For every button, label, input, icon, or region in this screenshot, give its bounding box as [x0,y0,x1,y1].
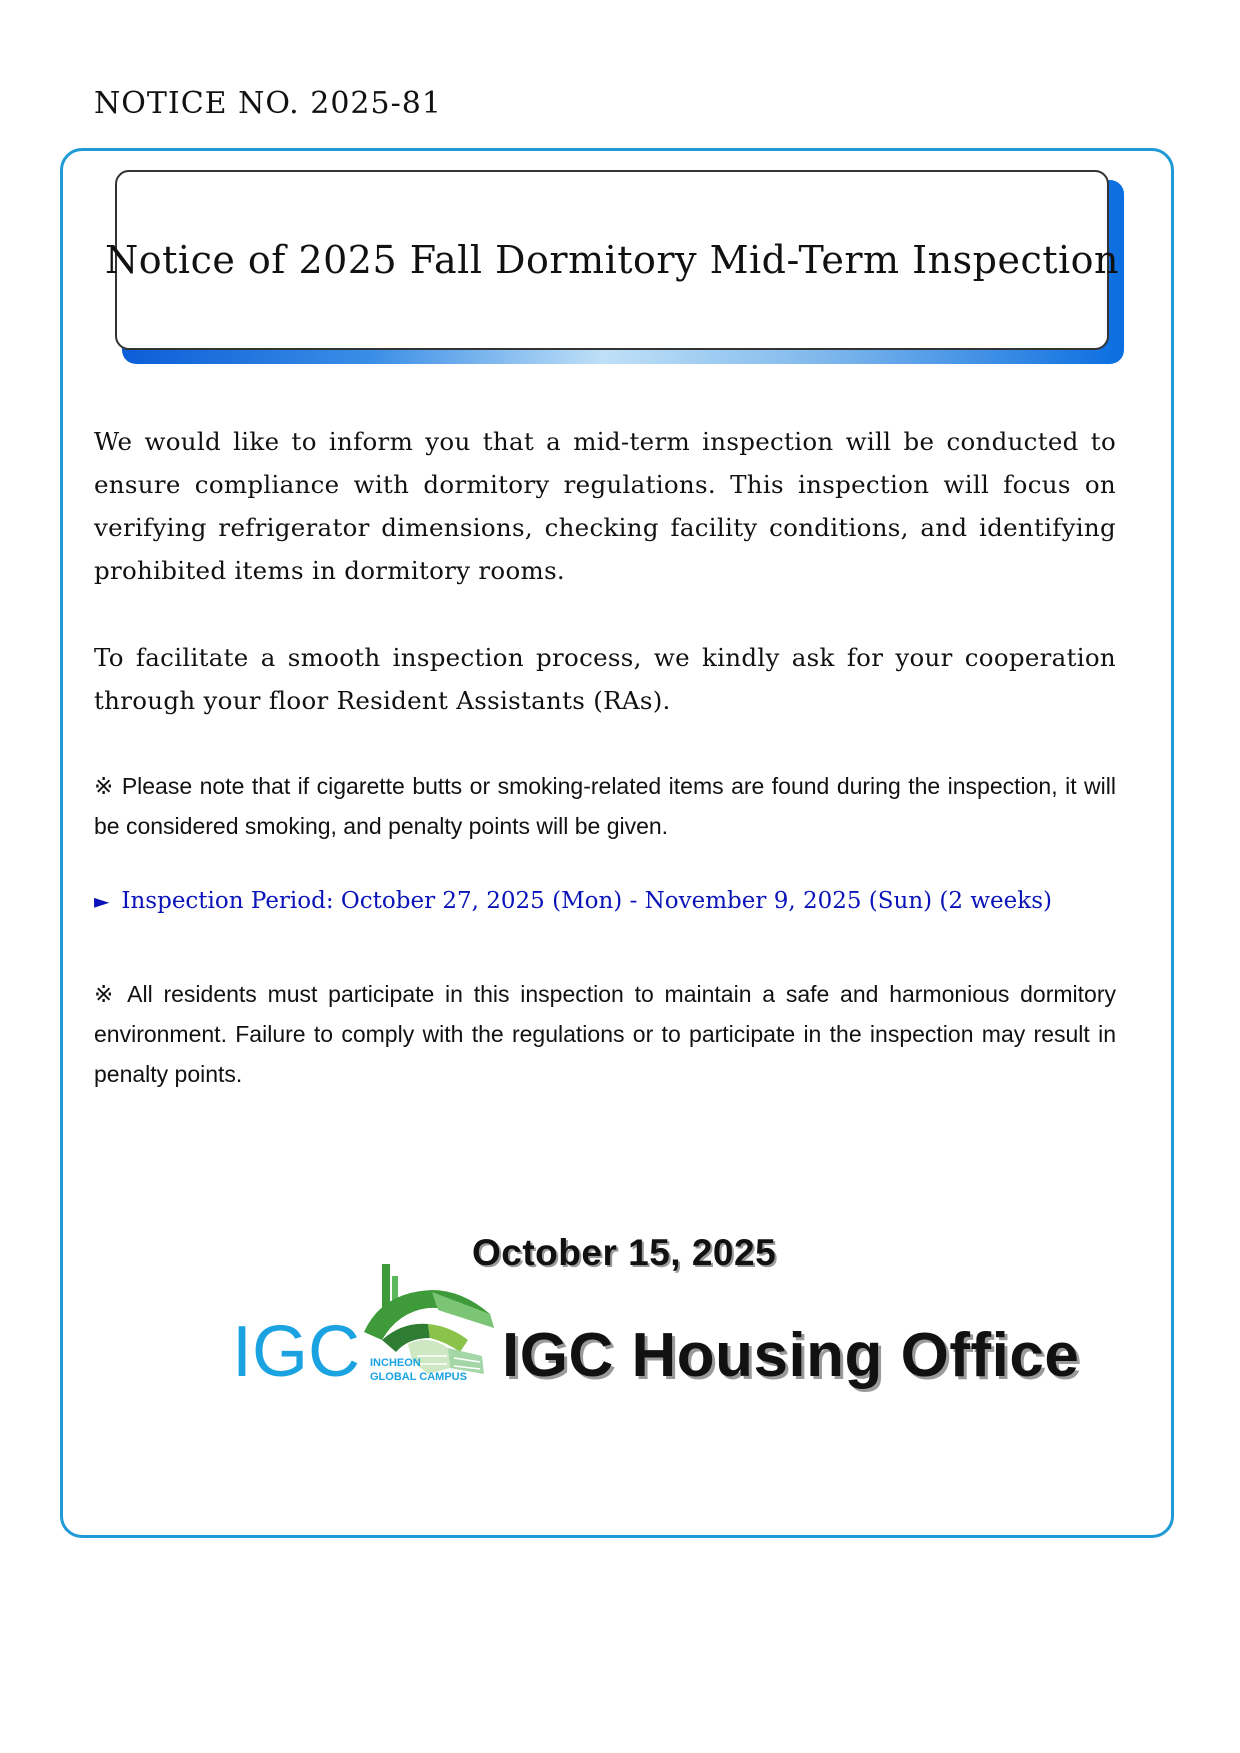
office-name: IGC Housing Office [502,1321,1080,1390]
igc-logo [232,1262,500,1392]
logo-line-2: GLOBAL CAMPUS [370,1371,467,1383]
logo-mark: IGC [232,1312,361,1392]
body-paragraph-cooperation: To facilitate a smooth inspection process, we kindly ask for your cooperation through your floor Resident Assistants (RAs). [94,643,1116,715]
note-smoking: ※ Please note that if cigarette butts or smoking-related items are found during the inspection, it will be considered smoking, and penalty points will be given. [94,773,1116,839]
logo-line-1: INCHEON [370,1357,421,1369]
body-paragraph-inspection: We would like to inform you that a mid-term inspection will be conducted to ensure compliance with dormitory regulations. This inspection will focus on verifying refrigerator dimensions, checking facility conditions, and identifying prohibited items in dormitory rooms. [94,427,1116,585]
note-participation: ※ All residents must participate in this inspection to maintain a safe and harmonious dormitory environment. Failure to comply with the regulations or to participate in the inspection may result in penalty points. [94,981,1116,1087]
page-title: Notice of 2025 Fall Dormitory Mid-Term Inspection [105,238,1119,282]
pointer-arrow-icon: ► [94,889,110,913]
inspection-period [94,888,1124,914]
title-box [105,170,1119,350]
notice-number: NOTICE NO. 2025-81 [94,86,442,121]
issue-date: October 15, 2025 [472,1232,777,1273]
inspection-period-text: Inspection Period: October 27, 2025 (Mon) - November 9, 2025 (Sun) (2 weeks) [121,888,1052,914]
